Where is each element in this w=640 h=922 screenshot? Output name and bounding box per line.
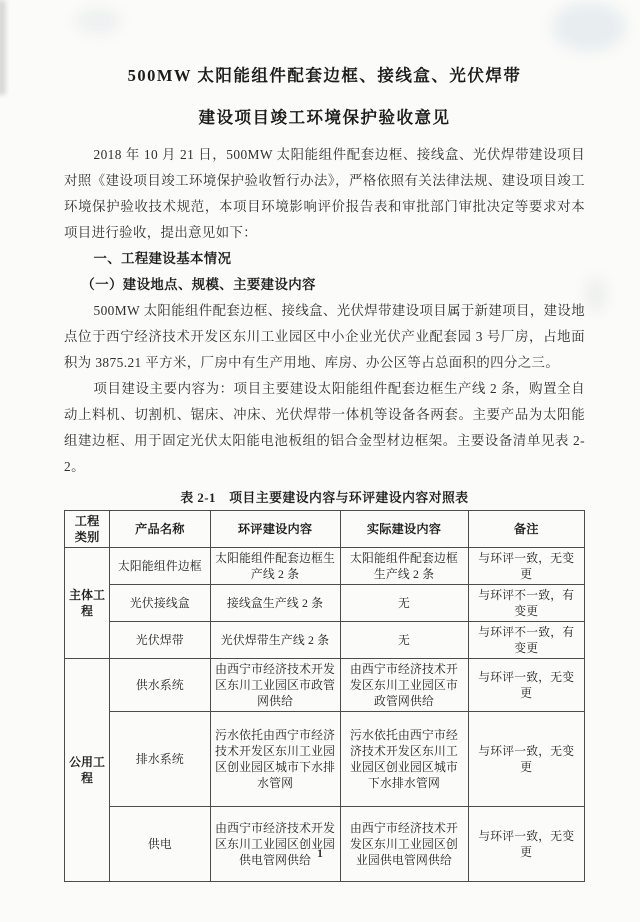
column-header-remarks: 备注 (468, 511, 585, 548)
eia-cell: 由西宁市经济技术开发区东川工业园区创业园供电管网供给 (210, 807, 340, 882)
comparison-table (64, 510, 585, 882)
remark-cell: 与环评一致，无变更 (468, 807, 585, 882)
column-header-actual-content: 实际建设内容 (340, 511, 468, 548)
document-content (64, 66, 585, 882)
eia-cell: 太阳能组件配套边框生产线 2 条 (210, 548, 340, 585)
table-row (65, 585, 585, 622)
remark-cell: 与环评一致，无变更 (468, 548, 585, 585)
section-heading-1: 一、工程建设基本情况 (93, 251, 232, 266)
remark-cell: 与环评一致，无变更 (468, 659, 585, 712)
eia-cell: 光伏焊带生产线 2 条 (210, 622, 340, 659)
column-header-product-name: 产品名称 (110, 511, 210, 548)
category-cell-utility-works: 公用工程 (65, 659, 110, 882)
scan-artifact-mid-right (585, 278, 607, 312)
scan-artifact-top-right (552, 2, 626, 52)
table-row (65, 807, 585, 882)
product-cell: 供水系统 (110, 659, 210, 712)
actual-cell: 污水依托由西宁市经济技术开发区东川工业园区创业园区城市下水排水管网 (340, 712, 468, 807)
actual-cell: 无 (340, 622, 468, 659)
table-caption: 表 2-1 项目主要建设内容与环评建设内容对照表 (180, 491, 469, 505)
remark-cell: 与环评一致，无变更 (468, 712, 585, 807)
page-number: 1 (317, 848, 323, 860)
construction-content-paragraph: 项目建设主要内容为：项目主要建设太阳能组件配套边框生产线 2 条，购置全自动上料机、切割机、锯床、冲床、光伏焊带一体机等设备各两套。主要产品为太阳能组建边框、用于固定光伏太阳能电池板组的铝合金型材边框架。主要设备清单见表 2-2。 (64, 381, 585, 474)
product-cell: 排水系统 (110, 712, 210, 807)
product-cell: 光伏接线盒 (110, 585, 210, 622)
column-header-eia-content: 环评建设内容 (210, 511, 340, 548)
document-title-line2: 建设项目竣工环境保护验收意见 (198, 108, 451, 127)
category-cell-main-works: 主体工程 (65, 548, 110, 659)
remark-cell: 与环评不一致，有变更 (468, 585, 585, 622)
table-row (65, 622, 585, 659)
section-heading-1-1: （一）建设地点、规模、主要建设内容 (81, 277, 316, 292)
eia-cell: 污水依托由西宁市经济技术开发区东川工业园区创业园区城市下水排水管网 (210, 712, 340, 807)
table-row (65, 659, 585, 712)
column-header-project-category: 工程类别 (65, 511, 110, 548)
table-row (65, 712, 585, 807)
eia-cell: 接线盒生产线 2 条 (210, 585, 340, 622)
intro-paragraph: 2018 年 10 月 21 日，500MW 太阳能组件配套边框、接线盒、光伏焊带建设项目对照《建设项目竣工环境保护验收暂行办法》，严格依照有关法律法规、建设项目竣工环境保护验收技术规范，本项目环境影响评价报告表和审批部门审批决定等要求对本项目进行验收，提出意见如下： (64, 147, 585, 240)
product-cell: 太阳能组件边框 (110, 548, 210, 585)
table-header-row (65, 511, 585, 548)
table-row (65, 548, 585, 585)
actual-cell: 由西宁市经济技术开发区东川工业园区创业园供电管网供给 (340, 807, 468, 882)
location-paragraph: 500MW 太阳能组件配套边框、接线盒、光伏焊带建设项目属于新建项目，建设地点位于西宁经济技术开发区东川工业园区中小企业光伏产业配套园 3 号厂房，占地面积为 3875.21 平方米，厂房中有生产用地、库房、办公区等占总面积的四分之三。 (64, 303, 585, 370)
product-cell: 供电 (110, 807, 210, 882)
eia-cell: 由西宁市经济技术开发区东川工业园区市政管网供给 (210, 659, 340, 712)
actual-cell: 太阳能组件配套边框生产线 2 条 (340, 548, 468, 585)
scan-artifact-top-left (75, 8, 121, 34)
product-cell: 光伏焊带 (110, 622, 210, 659)
scan-artifact-left-strip (0, 0, 6, 95)
actual-cell: 无 (340, 585, 468, 622)
actual-cell: 由西宁市经济技术开发区东川工业园区市政管网供给 (340, 659, 468, 712)
document-title-line1: 500MW 太阳能组件配套边框、接线盒、光伏焊带 (127, 66, 522, 85)
remark-cell: 与环评不一致，有变更 (468, 622, 585, 659)
